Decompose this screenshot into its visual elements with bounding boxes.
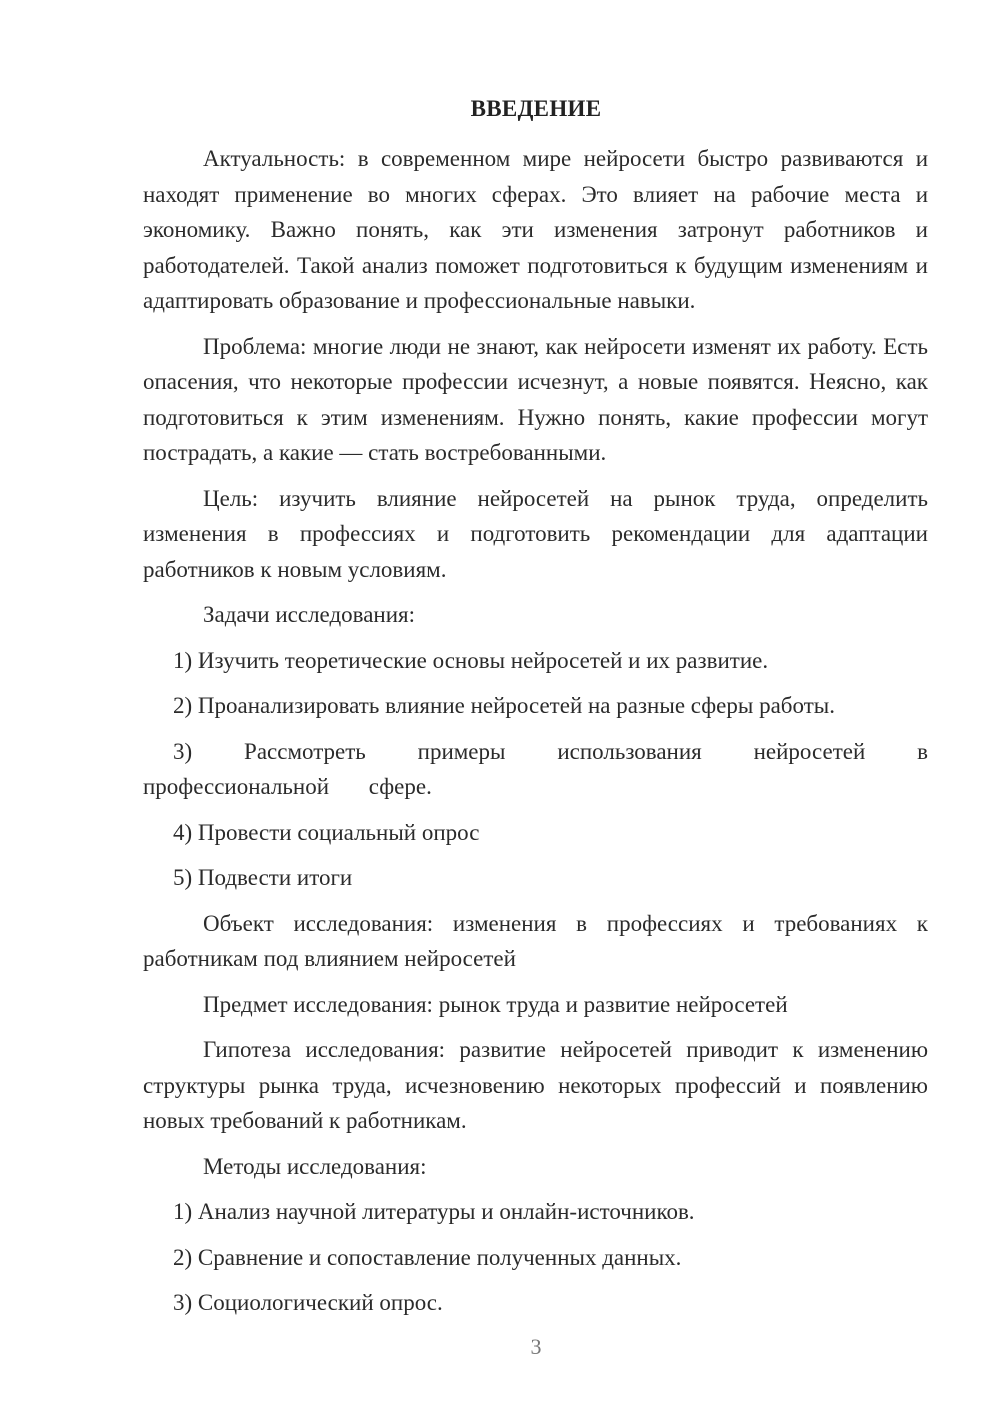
- task-item: 5) Подвести итоги: [173, 865, 353, 890]
- task-item: 2) Проанализировать влияние нейросетей на разные сферы работы.: [173, 693, 835, 718]
- methods-title: Методы исследования:: [203, 1153, 427, 1179]
- method-item: 2) Сравнение и сопоставление полученных данных.: [173, 1244, 682, 1270]
- document-body: [143, 141, 928, 1331]
- hypothesis-paragraph: Гипотеза исследования: развитие нейросетей приводит к изменению структуры рынка труда, исчезновению некоторых профессий и появлению новых требований к работникам.: [143, 1037, 928, 1133]
- page-title: ВВЕДЕНИЕ: [470, 96, 602, 121]
- method-item: 3) Социологический опрос.: [173, 1290, 443, 1315]
- problem-paragraph: Проблема: многие люди не знают, как нейросети изменят их работу. Есть опасения, что некоторые профессии исчезнут, а новые появятся. Неясно, как подготовиться к этим изменениям. Нужно понять, какие профессии могут пострадать, а какие — стать востребованными.: [143, 333, 928, 465]
- subject-paragraph: Предмет исследования: рынок труда и развитие нейросетей: [203, 991, 788, 1017]
- goal-paragraph: Цель: изучить влияние нейросетей на рынок труда, определить изменения в профессиях и подготовить рекомендации для адаптации работников к новым условиям.: [143, 485, 928, 582]
- page-number: 3: [530, 1334, 542, 1359]
- object-paragraph: Объект исследования: изменения в профессиях и требованиях к работникам под влиянием нейросетей: [143, 910, 928, 971]
- relevance-paragraph: Актуальность: в современном мире нейросети быстро развиваются и находят применение во многих сферах. Это влияет на рабочие места и экономику. Важно понять, как эти изменения затронут работников и работодателей. Такой анализ поможет подготовиться к будущим изменениям и адаптировать образование и профессиональные навыки.: [143, 146, 928, 313]
- tasks-title: Задачи исследования:: [203, 602, 416, 627]
- task-item: 1) Изучить теоретические основы нейросетей и их развитие.: [173, 647, 769, 673]
- task-item: 4) Провести социальный опрос: [173, 819, 480, 845]
- method-item: 1) Анализ научной литературы и онлайн-источников.: [173, 1199, 695, 1224]
- task-item: 3) Рассмотреть примеры использования нейросетей в профессиональной сфере.: [143, 738, 928, 799]
